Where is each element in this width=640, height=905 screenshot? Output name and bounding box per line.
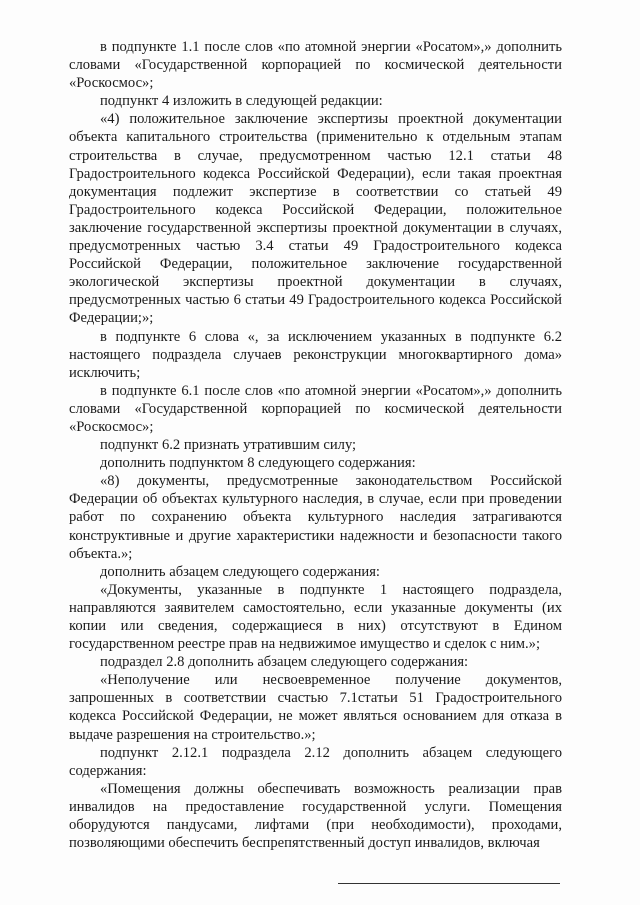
paragraph: подпункт 6.2 признать утратившим силу;: [100, 437, 357, 454]
paragraph: дополнить абзацем следующего содержания:: [100, 563, 380, 580]
paragraph: «Документы, указанные в подпункте 1 настоящего подраздела, направляются заявителем самостоятельно, если указанные документы (их копии или сведения, содержащиеся в них) отсутствуют в Едином государственном реестре прав на недвижимое имущество и сделок с ним.»;: [69, 581, 562, 653]
document-body: [69, 38, 562, 852]
paragraph: в подпункте 1.1 после слов «по атомной энергии «Росатом»,» дополнить словами «Государственной корпорацией по космической деятельности «Роскосмос»;: [69, 39, 562, 92]
paragraph: «Неполучение или несвоевременное получение документов, запрошенных в соответствии счастью 7.1статьи 51 Градостроительного кодекса Российской Федерации, не может являться основанием для отказа в выдаче разрешения на строительство.»;: [69, 672, 562, 743]
paragraph: «8) документы, предусмотренные законодательством Российской Федерации об объектах культурного наследия, в случае, если при проведении работ по сохранению объекта культурного наследия затрагиваются конструктивные и другие характеристики надежности и безопасности такого объекта.»;: [69, 473, 562, 562]
paragraph: в подпункте 6.1 после слов «по атомной энергии «Росатом»,» дополнить словами «Государственной корпорацией по космической деятельности «Роскосмос»;: [69, 382, 562, 435]
paragraph: подраздел 2.8 дополнить абзацем следующего содержания:: [100, 654, 469, 671]
paragraph: «4) положительное заключение экспертизы проектной документации объекта капитального строительства (применительно к отдельным этапам строительства в случае, предусмотренном частью 12.1 статьи 48 Градостроительного кодекса Российской Федерации), если такая проектная документация подлежит экспертизе в соответствии со статьей 49 Градостроительного кодекса Российской Федерации, положительное заключение государственной экспертизы проектной документации в случаях, предусмотренных частью 3.4 статьи 49 Градостроительного кодекса Российской Федерации, положительное заключение государственной экологической экспертизы проектной документации в случаях, предусмотренных частью 6 статьи 49 Градостроительного кодекса Российской Федерации;»;: [69, 111, 562, 327]
paragraph: дополнить подпунктом 8 следующего содержания:: [100, 455, 416, 472]
paragraph: подпункт 2.12.1 подраздела 2.12 дополнить абзацем следующего содержания:: [69, 744, 562, 779]
paragraph: подпункт 4 изложить в следующей редакции:: [100, 93, 383, 110]
footer-rule: [338, 883, 560, 884]
paragraph: «Помещения должны обеспечивать возможность реализации прав инвалидов на предоставление государственной услуги. Помещения оборудуются пандусами, лифтами (при необходимости), проходами, позволяющими обеспечить беспрепятственный доступ инвалидов, включая: [69, 780, 562, 852]
paragraph: в подпункте 6 слова «, за исключением указанных в подпункте 6.2 настоящего подраздела случаев реконструкции многоквартирного дома» исключить;: [69, 328, 562, 381]
